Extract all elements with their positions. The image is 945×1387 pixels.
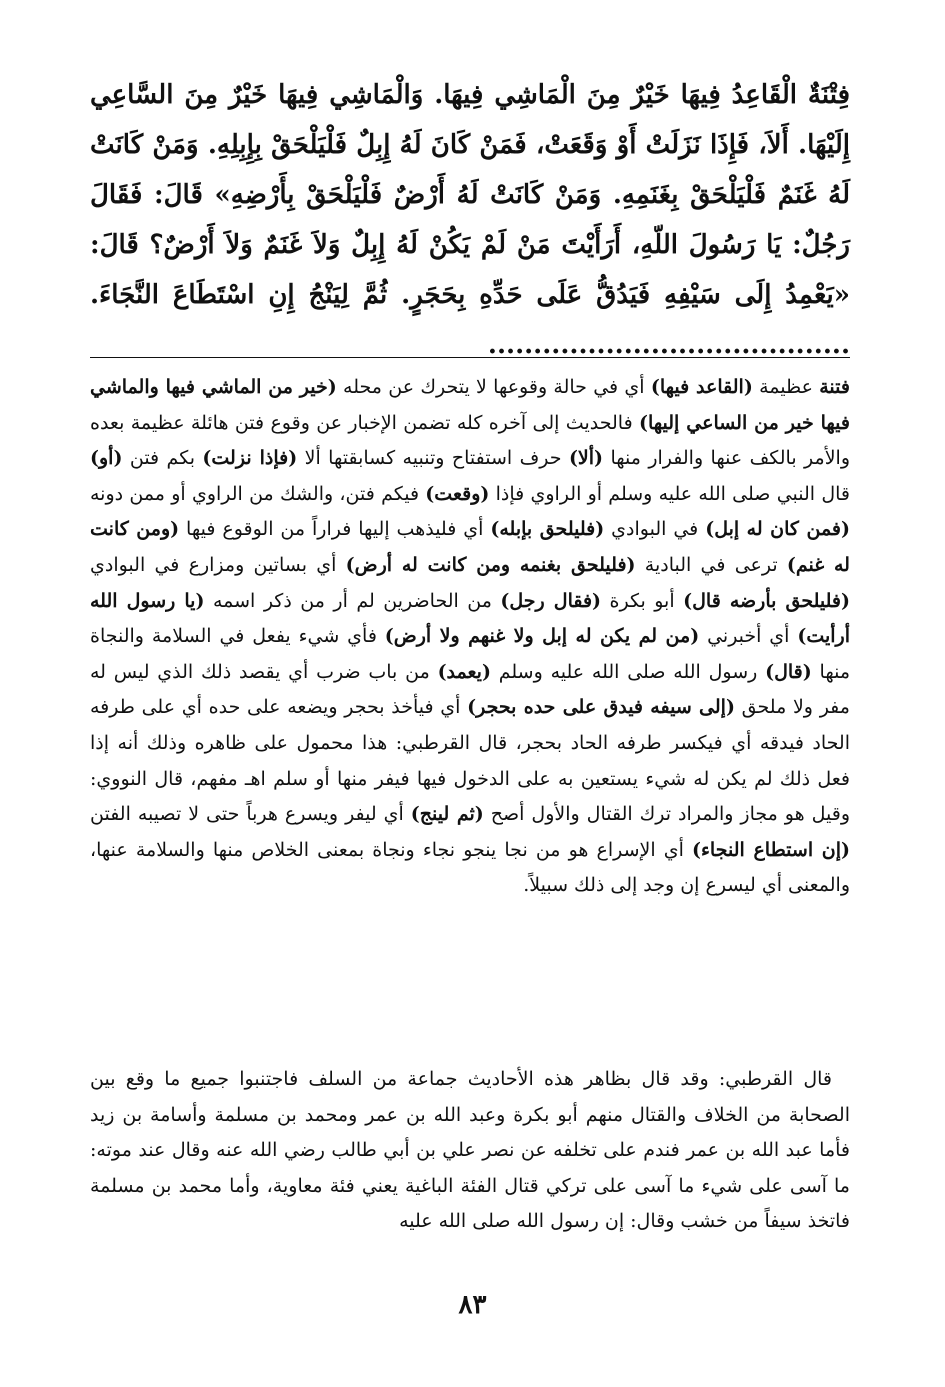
commentary-quote: (ومن كانت له غنم) (90, 518, 850, 576)
commentary-text: حرف استفتاح وتنبيه كسابقتها ألا (297, 447, 569, 470)
commentary-quote: فتنة (819, 376, 850, 398)
commentary-text: أي فليذهب إليها فراراً من الوقوع فيها (179, 518, 491, 541)
commentary-quote: (فمن كان له إبل) (705, 518, 850, 541)
commentary-text: من الحاضرين لم أر من ذكر اسمه (204, 589, 501, 612)
commentary-text: فأي شيء يفعل في السلامة والنجاة منها (90, 625, 850, 683)
commentary-quote: (فقال رجل) (500, 589, 602, 612)
commentary-text: عظيمة (752, 376, 820, 398)
footnote-divider (90, 357, 850, 358)
hadith-text-block (90, 70, 850, 370)
commentary-quote: (يا رسول الله أرأيت) (90, 589, 851, 648)
commentary-quote: (وقعت) (425, 482, 490, 505)
commentary-quote: (فإذا نزلت) (202, 447, 298, 470)
qurtubi-paragraph: قال القرطبي: وقد قال بظاهر هذه الأحاديث جماعة من السلف فاجتنبوا جميع ما وقع بين الصحابة من الخلاف والقتال منهم أبو بكرة وعبد الله بن عمر ومحمد بن مسلمة وأسامة بن زيد فأما عبد الله بن عمر فندم على تخلفه عن نصر علي بن أبي طالب رضي الله عنه وقال عند موته: ما آسى على شيء ما آسى على تركي قتال الفئة الباغية يعني فئة معاوية، وأما محمد بن مسلمة فاتخذ سيفاً من خشب وقال: إن رسول الله صلى الله عليه (90, 1068, 850, 1233)
page-number: ٨٣ (458, 1290, 487, 1320)
commentary-text: ترعى في البادية (635, 553, 787, 576)
commentary-quote: (ثم لينج) (410, 803, 484, 826)
commentary-quote: (من لم يكن له إبل ولا غنهم ولا أرض) (384, 625, 700, 648)
commentary-text: من باب ضرب أي يقصد ذلك الذي ليس له مفر ولا ملحق (90, 660, 850, 719)
commentary-quote: (فليلحق بإبله) (490, 518, 605, 541)
commentary-quote: (إلى سيفه فيدق على حده بحجر) (467, 696, 735, 719)
commentary-text: فيكم فتن، والشك من الراوي أو ممن دونه (90, 482, 426, 505)
commentary-text: رسول الله صلى الله عليه وسلم (490, 660, 766, 683)
commentary-quote: (ألا) (568, 447, 604, 470)
commentary-text: أي الإسراع هو من نجا ينجو نجاء ونجاة بمعنى الخلاص منها والسلامة عنها، والمعنى أي ليسرع إن وجد إلى ذلك سبيلاً. (90, 838, 850, 897)
commentary-text: أي في حالة وقوعها لا يتحرك عن محله (336, 376, 651, 398)
commentary-quote: (فليلحق بأرضه قال) (683, 589, 850, 612)
commentary-text: أي فيأخذ بحجر ويضعه على حده أي على طرفه الحاد فيدقه أي فيكسر طرفه الحاد بحجر، قال القرطبي: هذا محمول على ظاهره وذلك أنه إذا فعل ذلك لم يكن له شيء يستعين به على الدخول فيها فيفر منها أو سلم اهـ مفهم، قال النووي: وقيل هو مجاز والمراد ترك القتال والأول أصح (90, 696, 850, 826)
commentary-quote: (قال) (765, 660, 812, 683)
commentary-quote: (القاعد فيها) (650, 376, 753, 398)
commentary-text: قال النبي صلى الله عليه وسلم أو الراوي فإذا (489, 482, 850, 505)
commentary-block (90, 370, 850, 904)
commentary-text: أبو بكرة (601, 589, 684, 612)
hadith-text: فِتْنَةٌ الْقَاعِدُ فِيهَا خَيْرٌ مِنَ الْمَاشِي فِيهَا. وَالْمَاشِي فِيهَا خَيْرٌ مِنَ السَّاعِي إِلَيْهَا. أَلاَ، فَإِذَا نَزَلَتْ أَوْ وَقَعَتْ، فَمَنْ كَانَ لَهُ إِبِلٌ فَلْيَلْحَقْ بِإِبِلِهِ. وَمَنْ كَانَتْ لَهُ غَنَمٌ فَلْيَلْحَقْ بِغَنَمِهِ. وَمَنْ كَانَتْ لَهُ أَرْضٌ فَلْيَلْحَقْ بِأَرْضِهِ» قَالَ: فَقَالَ رَجُلٌ: يَا رَسُولَ اللّهِ، أَرَأَيْتَ مَنْ لَمْ يَكُنْ لَهُ إِبِلٌ وَلاَ غَنَمٌ وَلاَ أَرْضٌ؟ قَالَ: «يَعْمِدُ إِلَى سَيْفِهِ فَيَدُقُّ عَلَى حَدِّهِ بِحَجَرٍ. ثُمَّ لِيَنْجُ إِنِ اسْتَطَاعَ النَّجَاءَ. (90, 80, 850, 310)
commentary-text: فالحديث إلى آخره كله تضمن الإخبار عن وقوع فتن هائلة عظيمة بعده والأمر بالكف عنها والفرار منها (90, 411, 850, 470)
commentary-text: أي ليفر ويسرع هرباً حتى لا تصيبه الفتن (90, 803, 411, 826)
commentary-text: أي بساتين ومزارع في البوادي (90, 553, 346, 576)
commentary-quote: (يعمد) (437, 660, 491, 683)
commentary-text: أي أخبرني (699, 625, 798, 648)
commentary-text: في البوادي (604, 518, 706, 541)
commentary-quote: (أو) (90, 447, 123, 470)
hadith-continuation-dots: ........................................ (487, 330, 850, 360)
commentary-quote: (فليلحق بغنمه ومن كانت له أرض) (345, 553, 636, 576)
commentary-quote: (إن استطاع النجاء) (692, 838, 850, 861)
commentary-quote: (خير من الماشي فيها والماشي فيها خير من الساعي إليها) (90, 376, 850, 434)
commentary-text: بكم فتن (122, 447, 203, 470)
